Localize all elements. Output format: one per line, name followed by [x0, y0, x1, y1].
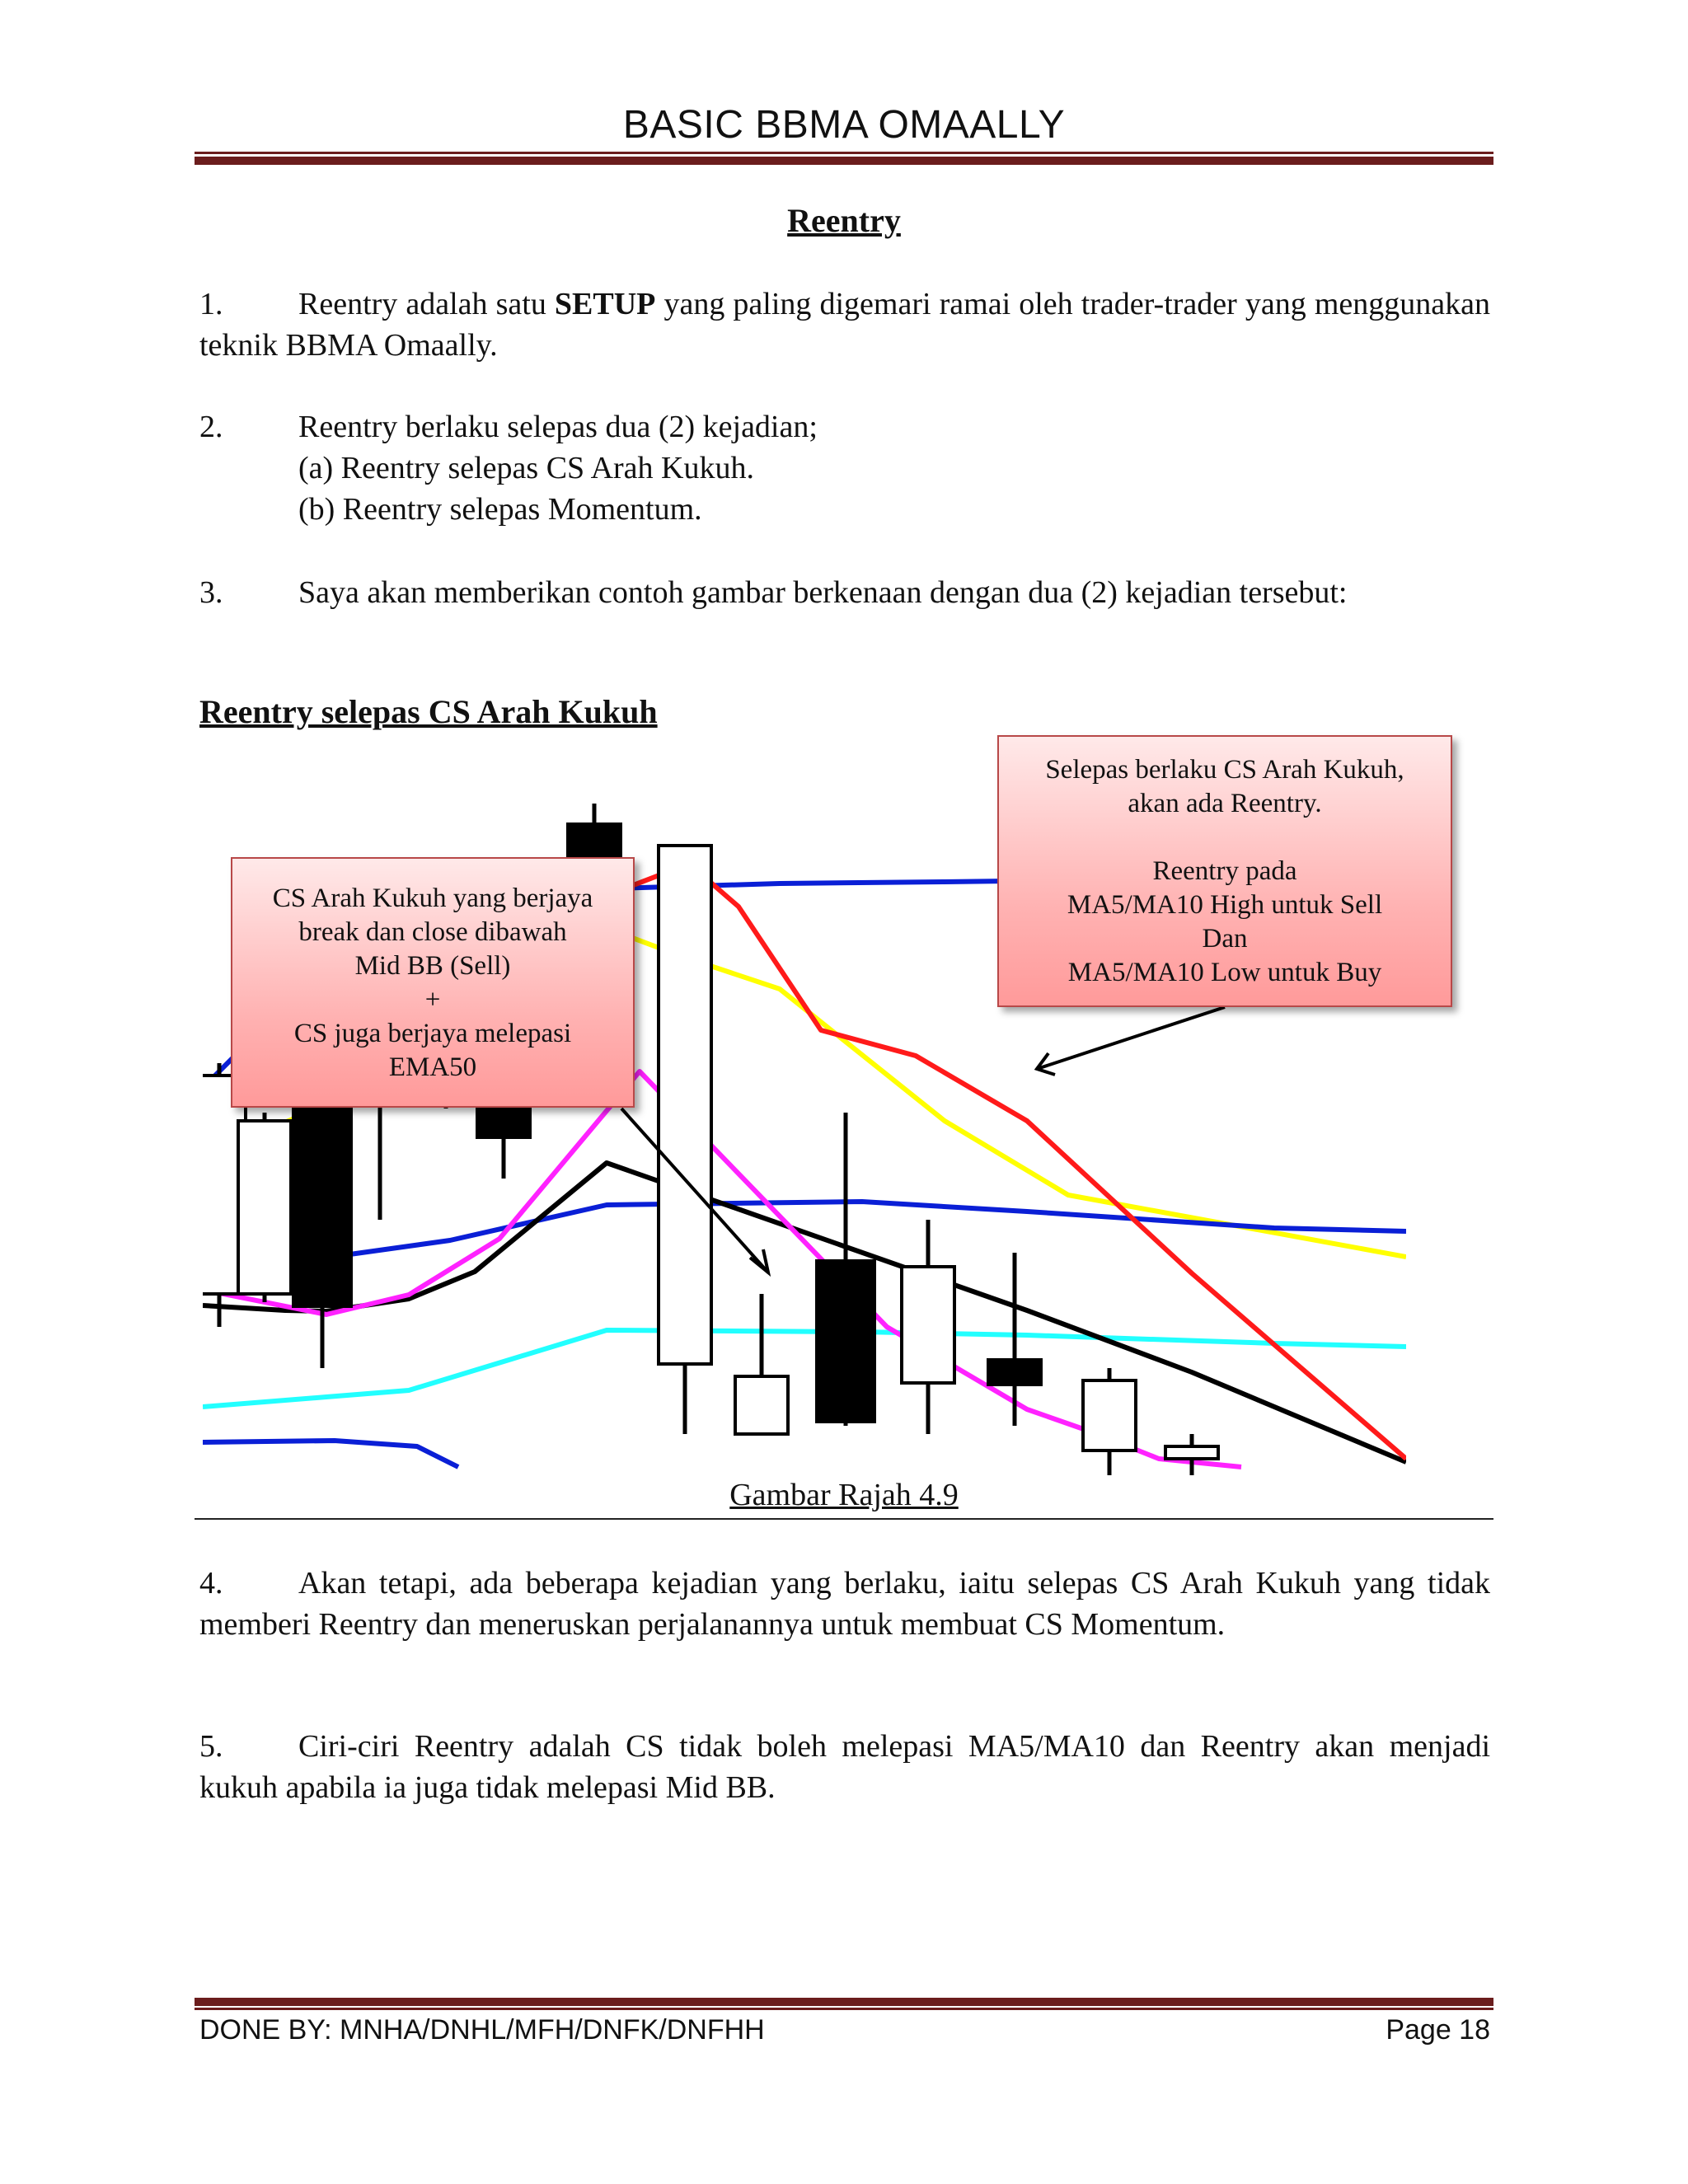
callout-cs-arah-kukuh — [231, 857, 635, 1108]
figure-heading: Reentry selepas CS Arah Kukuh — [199, 693, 658, 730]
footer-rule-thick — [195, 1998, 1493, 2006]
bb-low-line-left — [203, 1441, 458, 1467]
figure-bottom-rule — [195, 1518, 1493, 1520]
paragraph-5 — [199, 1726, 1490, 1808]
paragraph-4-text: Akan tetapi, ada beberapa kejadian yang berlaku, iaitu selepas CS Arah Kukuh yang tidak memberi Reentry dan meneruskan perjalanannya untuk membuat CS Momentum. — [199, 1566, 1490, 1642]
sub-item-a: (a) Reentry selepas CS Arah Kukuh. — [298, 451, 754, 485]
bullish-candle — [1165, 1446, 1218, 1459]
callout-left-line: + — [424, 985, 441, 1015]
bearish-candle — [988, 1360, 1041, 1385]
header-rule-thick — [195, 157, 1493, 165]
bullish-candle — [659, 846, 711, 1364]
callout-right-line: Dan — [1202, 924, 1248, 954]
callout-reentry — [997, 735, 1452, 1007]
page-number: Page 18 — [1386, 2014, 1490, 2046]
bullish-candle — [735, 1376, 788, 1434]
paragraph-3-text: Saya akan memberikan contoh gambar berkenaan dengan dua (2) kejadian tersebut: — [298, 575, 1348, 610]
item-number: 4. — [199, 1566, 223, 1601]
bullish-candle — [238, 1121, 291, 1294]
paragraph-2-text: Reentry berlaku selepas dua (2) kejadian; — [298, 410, 818, 444]
paragraph-4 — [199, 1563, 1490, 1645]
section-title: Reentry — [787, 202, 901, 239]
paragraph-2 — [199, 406, 1490, 448]
item-number: 5. — [199, 1729, 223, 1764]
callout-left-line: CS Arah Kukuh yang berjaya — [272, 883, 593, 913]
bullish-candle — [902, 1267, 954, 1383]
callout-right-line: MA5/MA10 Low untuk Buy — [1067, 958, 1382, 987]
callout-right-line: MA5/MA10 High untuk Sell — [1067, 890, 1383, 920]
cyan-line — [203, 1330, 1406, 1407]
footer-rule-thin — [195, 2008, 1493, 2010]
paragraph-1-text-a: Reentry adalah satu — [298, 287, 555, 321]
arrow-right-shaft — [1037, 1007, 1225, 1069]
paragraph-3 — [199, 572, 1490, 613]
footer-authors: DONE BY: MNHA/DNHL/MFH/DNFK/DNFHH — [199, 2014, 765, 2046]
paragraph-1 — [199, 284, 1490, 366]
callout-right-line: Reentry pada — [1152, 856, 1297, 886]
item-number: 1. — [199, 287, 223, 321]
bullish-candle — [1083, 1380, 1136, 1451]
figure-caption: Gambar Rajah 4.9 — [729, 1478, 959, 1512]
callout-left-line: break dan close dibawah — [298, 917, 567, 947]
paragraph-5-text: Ciri-ciri Reentry adalah CS tidak boleh melepasi MA5/MA10 dan Reentry akan menjadi kukuh apabila ia juga tidak melepasi Mid BB. — [199, 1729, 1490, 1805]
callout-right-gap — [999, 821, 1451, 855]
item-number: 3. — [199, 575, 223, 610]
item-number: 2. — [199, 410, 223, 444]
header-rule-thin — [195, 152, 1493, 154]
callout-left-line: CS juga berjaya melepasi — [293, 1019, 572, 1048]
sub-item-b: (b) Reentry selepas Momentum. — [298, 492, 702, 527]
setup-keyword: SETUP — [554, 287, 656, 321]
callout-right-line: Selepas berlaku CS Arah Kukuh, — [1045, 755, 1404, 785]
bearish-candle — [817, 1261, 874, 1422]
callout-left-line: EMA50 — [388, 1052, 477, 1082]
header-title: BASIC BBMA OMAALLY — [622, 103, 1066, 147]
mid-bb-line — [203, 1163, 1406, 1462]
callout-left-line: Mid BB (Sell) — [354, 951, 511, 981]
callout-right-line: akan ada Reentry. — [1128, 789, 1322, 818]
paragraph-1-text-b: yang paling digemari ramai oleh trader-trader yang menggunakan teknik BBMA Omaally. — [199, 287, 1490, 363]
